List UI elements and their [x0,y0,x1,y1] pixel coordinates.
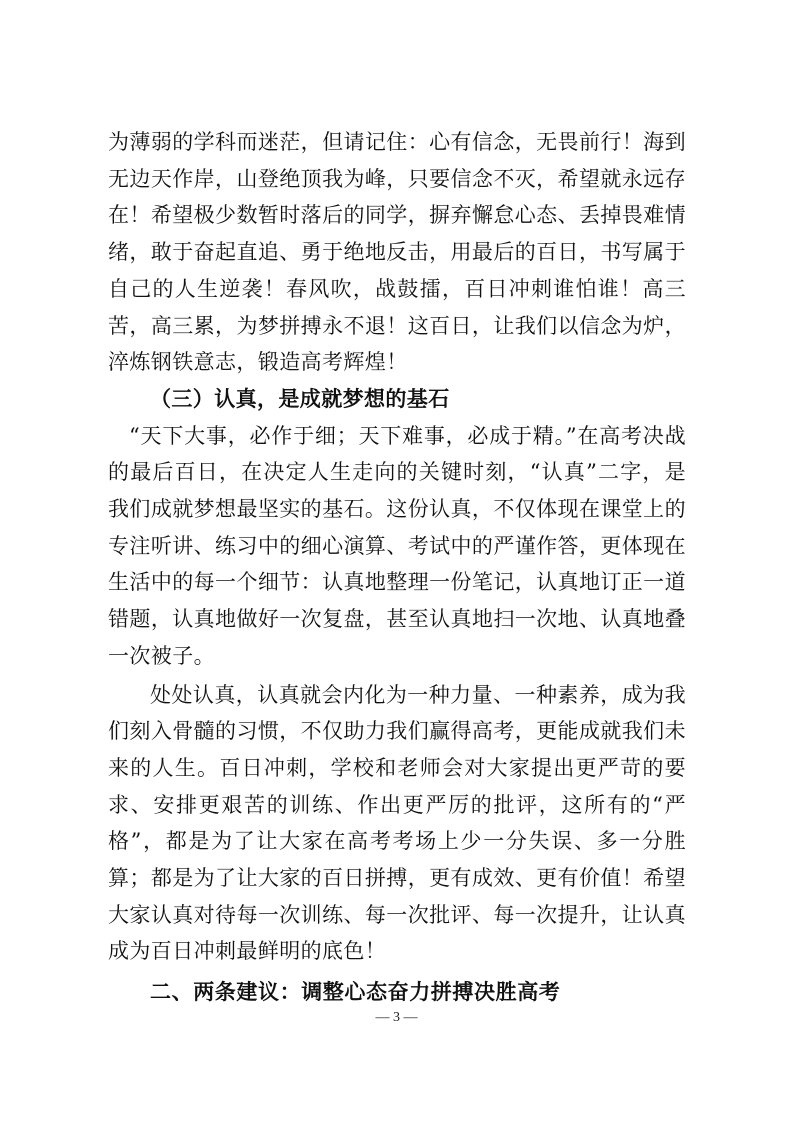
section-heading-2: 二、两条建议：调整心态奋力拼搏决胜高考 [150,980,561,1005]
body-paragraph-quote: “天下大事，必作于细；天下难事，必成于精。”在高考决战的最后百日，在决定人生走向的关键时刻，“认真”二字，是我们成就梦想最坚实的基石。这份认真，不仅体现在课堂上的专注听讲、练习中的细心演算、考试中的严谨作答，更体现在生活中的每一个细节：认真地整理一份笔记，认真地订正一道错题，认真地做好一次复盘，甚至认真地扫一次地、认真地叠一次被子。 [108,423,686,668]
body-paragraph-continuation: 为薄弱的学科而迷茫，但请记住：心有信念，无畏前行！海到无边天作岸，山登绝顶我为峰，只要信念不灭，希望就永远存在！希望极少数暂时落后的同学，摒弃懈怠心态、丢掉畏难情绪，敢于奋起直追、勇于绝地反击，用最后的百日，书写属于自己的人生逆袭！春风吹，战鼓擂，百日冲刺谁怕谁！高三苦，高三累，为梦拼搏永不退！这百日，让我们以信念为炉，淬炼钢铁意志，锻造高考辉煌！ [108,130,686,375]
section-subheading-3: （三）认真，是成就梦想的基石 [150,385,450,411]
body-paragraph: 处处认真，认真就会内化为一种力量、一种素养，成为我们刻入骨髓的习惯，不仅助力我们赢得高考，更能成就我们未来的人生。百日冲刺，学校和老师会对大家提出更严苛的要求、安排更艰苦的训练、作出更严厉的批评，这所有的“严格”，都是为了让大家在高考考场上少一分失误、多一分胜算；都是为了让大家的百日拼搏，更有成效、更有价值！希望大家认真对待每一次训练、每一次批评、每一次提升，让认真成为百日冲刺最鲜明的底色！ [108,682,686,964]
document-page [108,124,686,1011]
page-number: — 3 — [375,1010,418,1025]
